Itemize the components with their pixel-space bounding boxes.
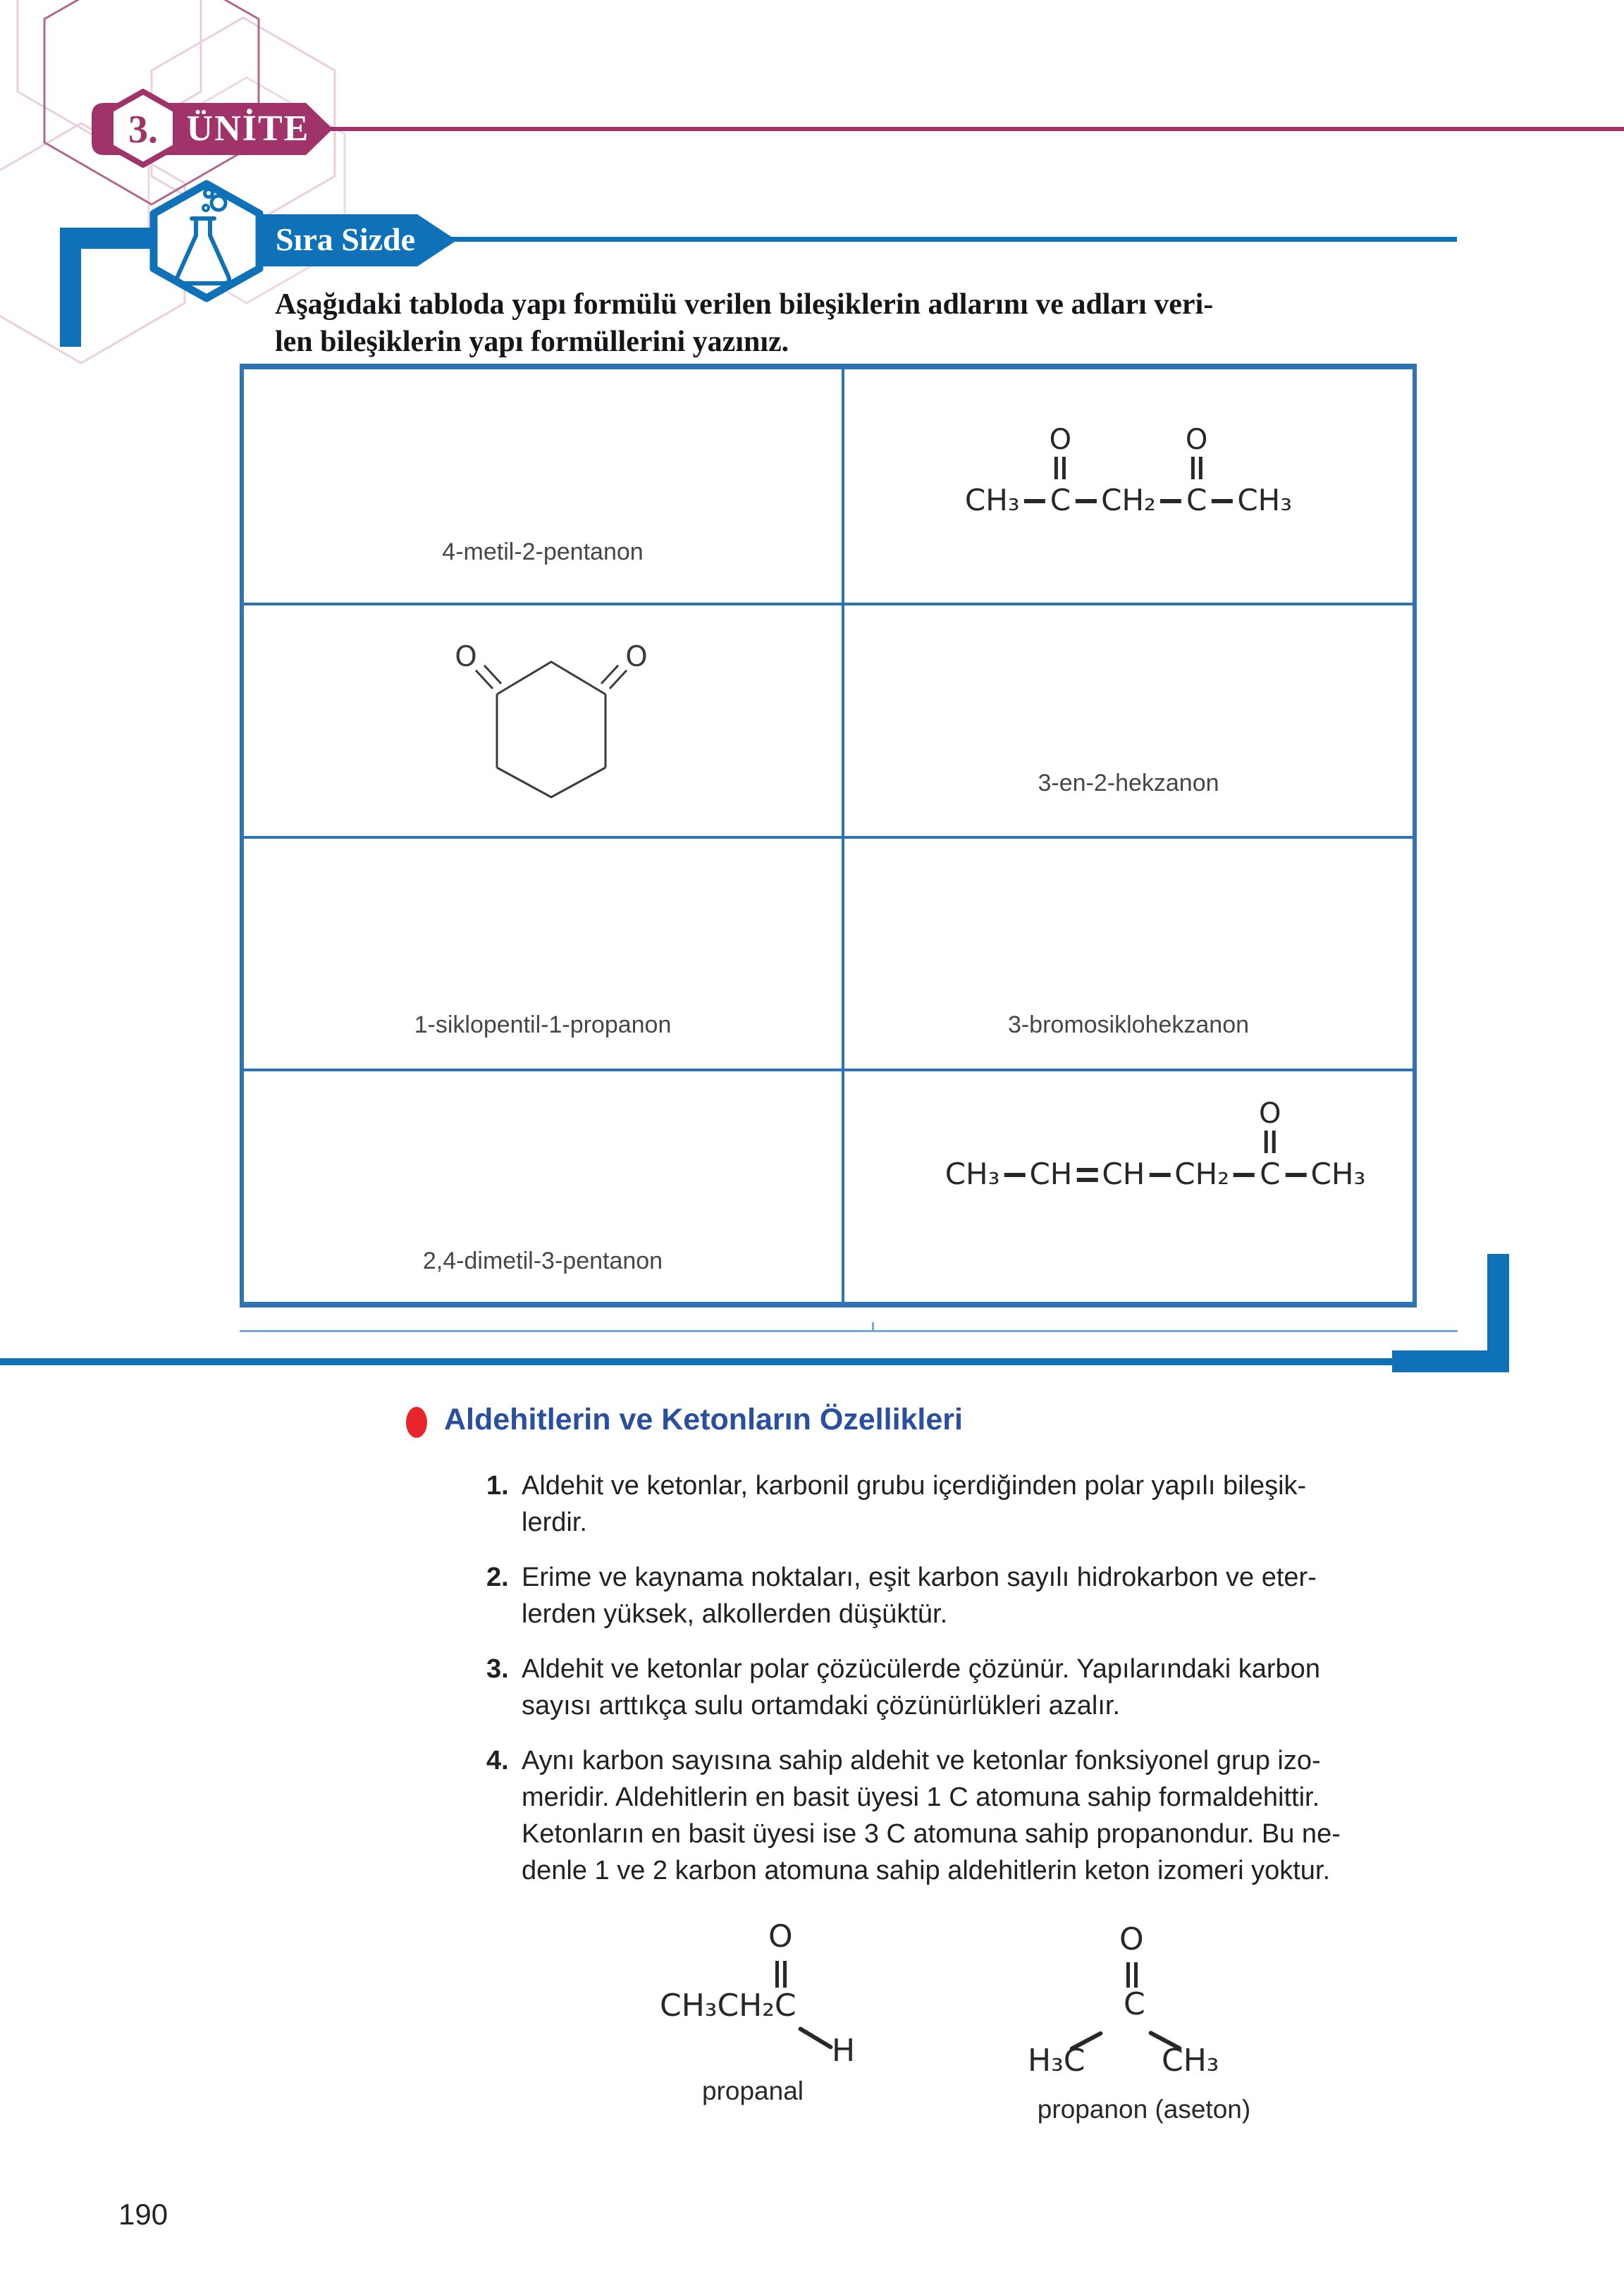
list-item-text: Ketonların en basit üyesi ise 3 C atomuna sahip propanondur. Bu ne- xyxy=(522,1819,1341,1849)
atom-group xyxy=(1029,1157,1072,1191)
instruction-line-1: Aşağıdaki tabloda yapı formülü verilen bileşiklerin adlarını ve adları veri- xyxy=(275,288,1214,321)
cell-r4-right xyxy=(842,1069,1413,1302)
double-bond-icon xyxy=(1126,1962,1138,1988)
single-bond-icon xyxy=(1231,1157,1257,1191)
list-item-first-line xyxy=(486,1467,1494,1504)
atom-label: CH₂ xyxy=(1174,1157,1230,1192)
list-item xyxy=(486,1467,1494,1541)
atom-group xyxy=(965,484,1020,517)
double-bond-icon xyxy=(1265,1131,1276,1153)
properties-list xyxy=(486,1467,1494,1907)
sira-sizde-rule-line xyxy=(451,237,1457,242)
atom-group xyxy=(1259,1097,1281,1192)
atom-group xyxy=(1174,1157,1229,1191)
heading-bullet xyxy=(406,1407,427,1438)
cell-r2-right xyxy=(842,603,1413,836)
single-bond-icon xyxy=(1022,484,1047,517)
list-item-number: 3. xyxy=(486,1654,509,1684)
list-item-text: Aynı karbon sayısına sahip aldehit ve ketonlar fonksiyonel grup izo- xyxy=(522,1746,1321,1775)
carbonyl-oxygen: O xyxy=(1185,424,1208,456)
single-bond-icon xyxy=(1158,484,1183,517)
cell-r2-left xyxy=(244,603,842,836)
compound-name: 4-metil-2-pentanon xyxy=(442,538,644,565)
oxygen-atom-left: O xyxy=(455,640,477,673)
atom-label: CH₃ xyxy=(1310,1157,1366,1192)
cell-r1-right xyxy=(842,369,1413,603)
structure-label: propanon (aseton) xyxy=(1037,2095,1251,2124)
double-bond-icon xyxy=(1191,457,1202,479)
oxygen-atom: O xyxy=(1119,1921,1144,1957)
structure-pentanedione-chain xyxy=(965,426,1292,517)
exercise-table xyxy=(240,364,1417,1307)
single-bond-icon xyxy=(1284,1157,1309,1191)
carbonyl-oxygen: O xyxy=(1259,1097,1281,1131)
list-item-text: Erime ve kaynama noktaları, eşit karbon sayılı hidrokarbon ve eter- xyxy=(522,1563,1317,1592)
list-item-text: lerdir. xyxy=(522,1508,587,1537)
list-item-number: 1. xyxy=(486,1471,509,1501)
list-item-first-line xyxy=(486,1651,1494,1687)
double-bond-icon xyxy=(775,1961,787,1988)
unit-label: ÜNİTE xyxy=(186,109,310,149)
list-item-first-line xyxy=(486,1742,1494,1779)
exercise-instruction xyxy=(275,286,1438,361)
formula-chain: CH₃CH₂C xyxy=(660,1988,796,2024)
instruction-line-2: len bileşiklerin yapı formüllerini yazınız. xyxy=(275,326,789,358)
oxygen-atom-right: O xyxy=(625,640,648,673)
carbon-atom: C xyxy=(1124,1986,1145,2022)
propanal-structure xyxy=(654,1919,901,2130)
atom-group xyxy=(1237,484,1292,517)
list-item-text: Aldehit ve ketonlar, karbonil grubu içerdiğinden polar yapılı bileşik- xyxy=(522,1471,1307,1501)
list-item-number: 4. xyxy=(486,1746,509,1775)
list-item-text: meridir. Aldehitlerin en basit üyesi 1 C atomuna sahip formaldehittir. xyxy=(522,1783,1320,1812)
carbonyl-oxygen: O xyxy=(1049,424,1072,456)
single-bond-icon xyxy=(1210,484,1235,517)
atom-label: CH₂ xyxy=(1101,483,1156,517)
sira-sizde-label: Sıra Sizde xyxy=(275,221,416,257)
atom-label: C xyxy=(1260,1157,1281,1192)
structure-hexenone-chain xyxy=(945,1097,1366,1192)
structure-label: propanal xyxy=(701,2076,804,2105)
methyl-group-left: H₃C xyxy=(1028,2043,1085,2079)
list-item-text: Aldehit ve ketonlar polar çözücülerde çözünür. Yapılarındaki karbon xyxy=(522,1654,1320,1684)
atom-label: CH₃ xyxy=(964,483,1020,517)
atom-label: CH₃ xyxy=(1237,483,1293,517)
double-bond-icon xyxy=(1054,457,1066,479)
oxygen-atom: O xyxy=(768,1919,793,1954)
cell-r1-left xyxy=(244,369,842,603)
list-item-number: 2. xyxy=(486,1563,509,1592)
compound-name: 3-en-2-hekzanon xyxy=(1038,769,1219,796)
unit-rule-line xyxy=(319,127,1624,131)
atom-group xyxy=(1050,426,1071,517)
list-item xyxy=(486,1559,1494,1632)
structure-cyclohexanedione-ring xyxy=(435,629,668,800)
list-item-text: sayısı arttıkça sulu ortamdaki çözünürlükleri azalır. xyxy=(522,1691,1121,1720)
cell-r3-right xyxy=(842,836,1413,1069)
double-bond-icon xyxy=(1074,1157,1100,1191)
atom-label: C xyxy=(1050,483,1071,517)
compound-name: 3-bromosiklohekzanon xyxy=(1007,1011,1250,1039)
page-number: 190 xyxy=(118,2198,168,2231)
unit-number: 3. xyxy=(128,108,158,152)
list-item-text: denle 1 ve 2 karbon atomuna sahip aldehitlerin keton izomeri yoktur. xyxy=(522,1856,1331,1885)
single-bond-icon xyxy=(1147,1157,1172,1191)
list-item-text: lerden yüksek, alkollerden düşüktür. xyxy=(522,1599,948,1629)
list-item xyxy=(486,1742,1494,1889)
atom-group xyxy=(1102,1157,1145,1191)
compound-name: 1-siklopentil-1-propanon xyxy=(414,1011,672,1039)
atom-group xyxy=(1186,426,1207,517)
cell-r4-left xyxy=(244,1069,842,1302)
atom-label: CH₃ xyxy=(945,1157,1000,1192)
left-bracket-vertical xyxy=(60,228,81,347)
methyl-group-right: CH₃ xyxy=(1162,2043,1219,2079)
atom-group xyxy=(945,1157,1000,1191)
single-bond-icon xyxy=(1002,1157,1027,1191)
atom-group xyxy=(1101,484,1156,517)
cell-r3-left xyxy=(244,836,842,1069)
section-divider-bar xyxy=(0,1358,1403,1365)
list-item-first-line xyxy=(486,1559,1494,1596)
list-item xyxy=(486,1651,1494,1724)
hydrogen-atom: H xyxy=(832,2033,856,2069)
answer-separator-tick xyxy=(872,1322,874,1331)
atom-label: C xyxy=(1186,483,1207,517)
atom-label: CH xyxy=(1102,1157,1145,1192)
single-bond-icon xyxy=(1074,484,1099,517)
right-bracket-vertical xyxy=(1487,1254,1509,1372)
propanon-structure xyxy=(1021,1912,1274,2130)
compound-name: 2,4-dimetil-3-pentanon xyxy=(422,1248,663,1274)
single-bond-icon xyxy=(797,2026,833,2050)
answer-separator-line xyxy=(240,1330,1458,1332)
section-heading: Aldehitlerin ve Ketonların Özellikleri xyxy=(444,1403,963,1436)
atom-label: CH xyxy=(1029,1157,1073,1192)
atom-group xyxy=(1311,1157,1366,1191)
flask-hexagon xyxy=(144,179,269,303)
